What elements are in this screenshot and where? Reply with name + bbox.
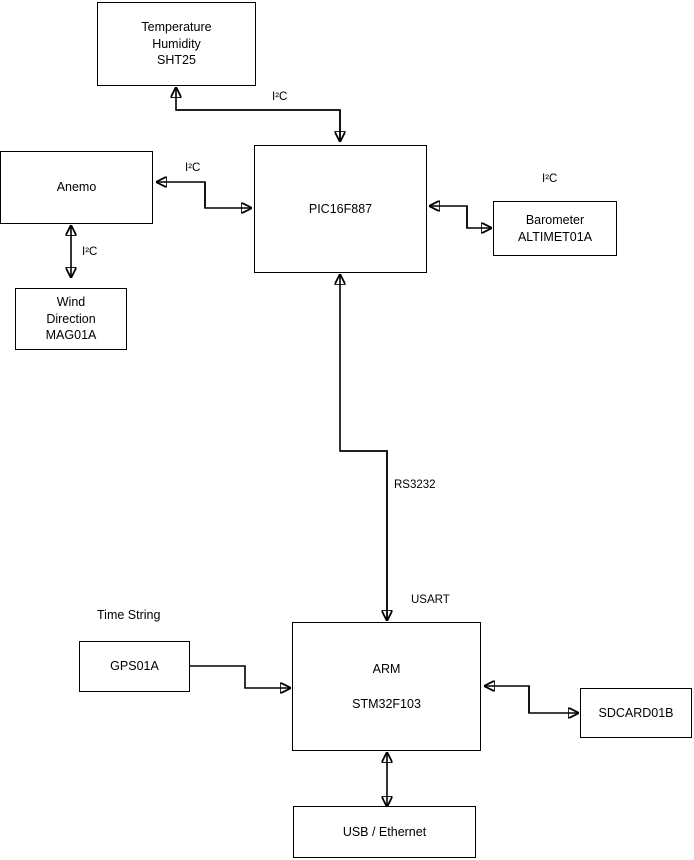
node-arm-stm32f103[interactable] <box>292 622 481 751</box>
node-wind-direction-line1: Wind <box>56 294 86 309</box>
node-gps-label: GPS01A <box>110 659 159 674</box>
node-sdcard-label: SDCARD01B <box>598 705 674 720</box>
node-gps01a[interactable] <box>79 641 190 692</box>
node-anemo-label: Anemo <box>56 180 97 195</box>
node-temperature-line1: Temperature <box>141 19 212 34</box>
label-time-string: Time String <box>97 608 161 622</box>
node-arm-line1: ARM <box>372 661 401 676</box>
edge-label-usart: USART <box>411 594 450 606</box>
node-pic-label: PIC16F887 <box>308 201 373 216</box>
node-wind-direction-line3: MAG01A <box>45 328 97 343</box>
node-anemo[interactable] <box>0 151 153 224</box>
node-usb-ethernet[interactable] <box>293 806 476 858</box>
node-arm-line2: STM32F103 <box>352 696 421 711</box>
edge-label-i2c-anemo: I²C <box>185 162 201 174</box>
node-temperature-line3: SHT25 <box>157 53 196 68</box>
node-temperature-line2: Humidity <box>152 36 201 51</box>
node-temperature-humidity[interactable] <box>97 2 256 86</box>
node-barometer-line2: ALTIMET01A <box>517 229 593 244</box>
edge-label-i2c-temperature: I²C <box>272 91 288 103</box>
edge-label-i2c-wind-direction: I²C <box>82 246 98 258</box>
node-wind-direction[interactable] <box>15 288 127 350</box>
edge-label-i2c-barometer: I²C <box>542 173 558 185</box>
node-pic16f887[interactable] <box>254 145 427 273</box>
node-usb-label: USB / Ethernet <box>342 824 427 839</box>
node-wind-direction-line2: Direction <box>46 311 96 326</box>
edge-label-rs3232: RS3232 <box>394 479 436 491</box>
node-sdcard01b[interactable] <box>580 688 692 738</box>
node-barometer[interactable] <box>493 201 617 256</box>
node-barometer-line1: Barometer <box>525 212 585 227</box>
